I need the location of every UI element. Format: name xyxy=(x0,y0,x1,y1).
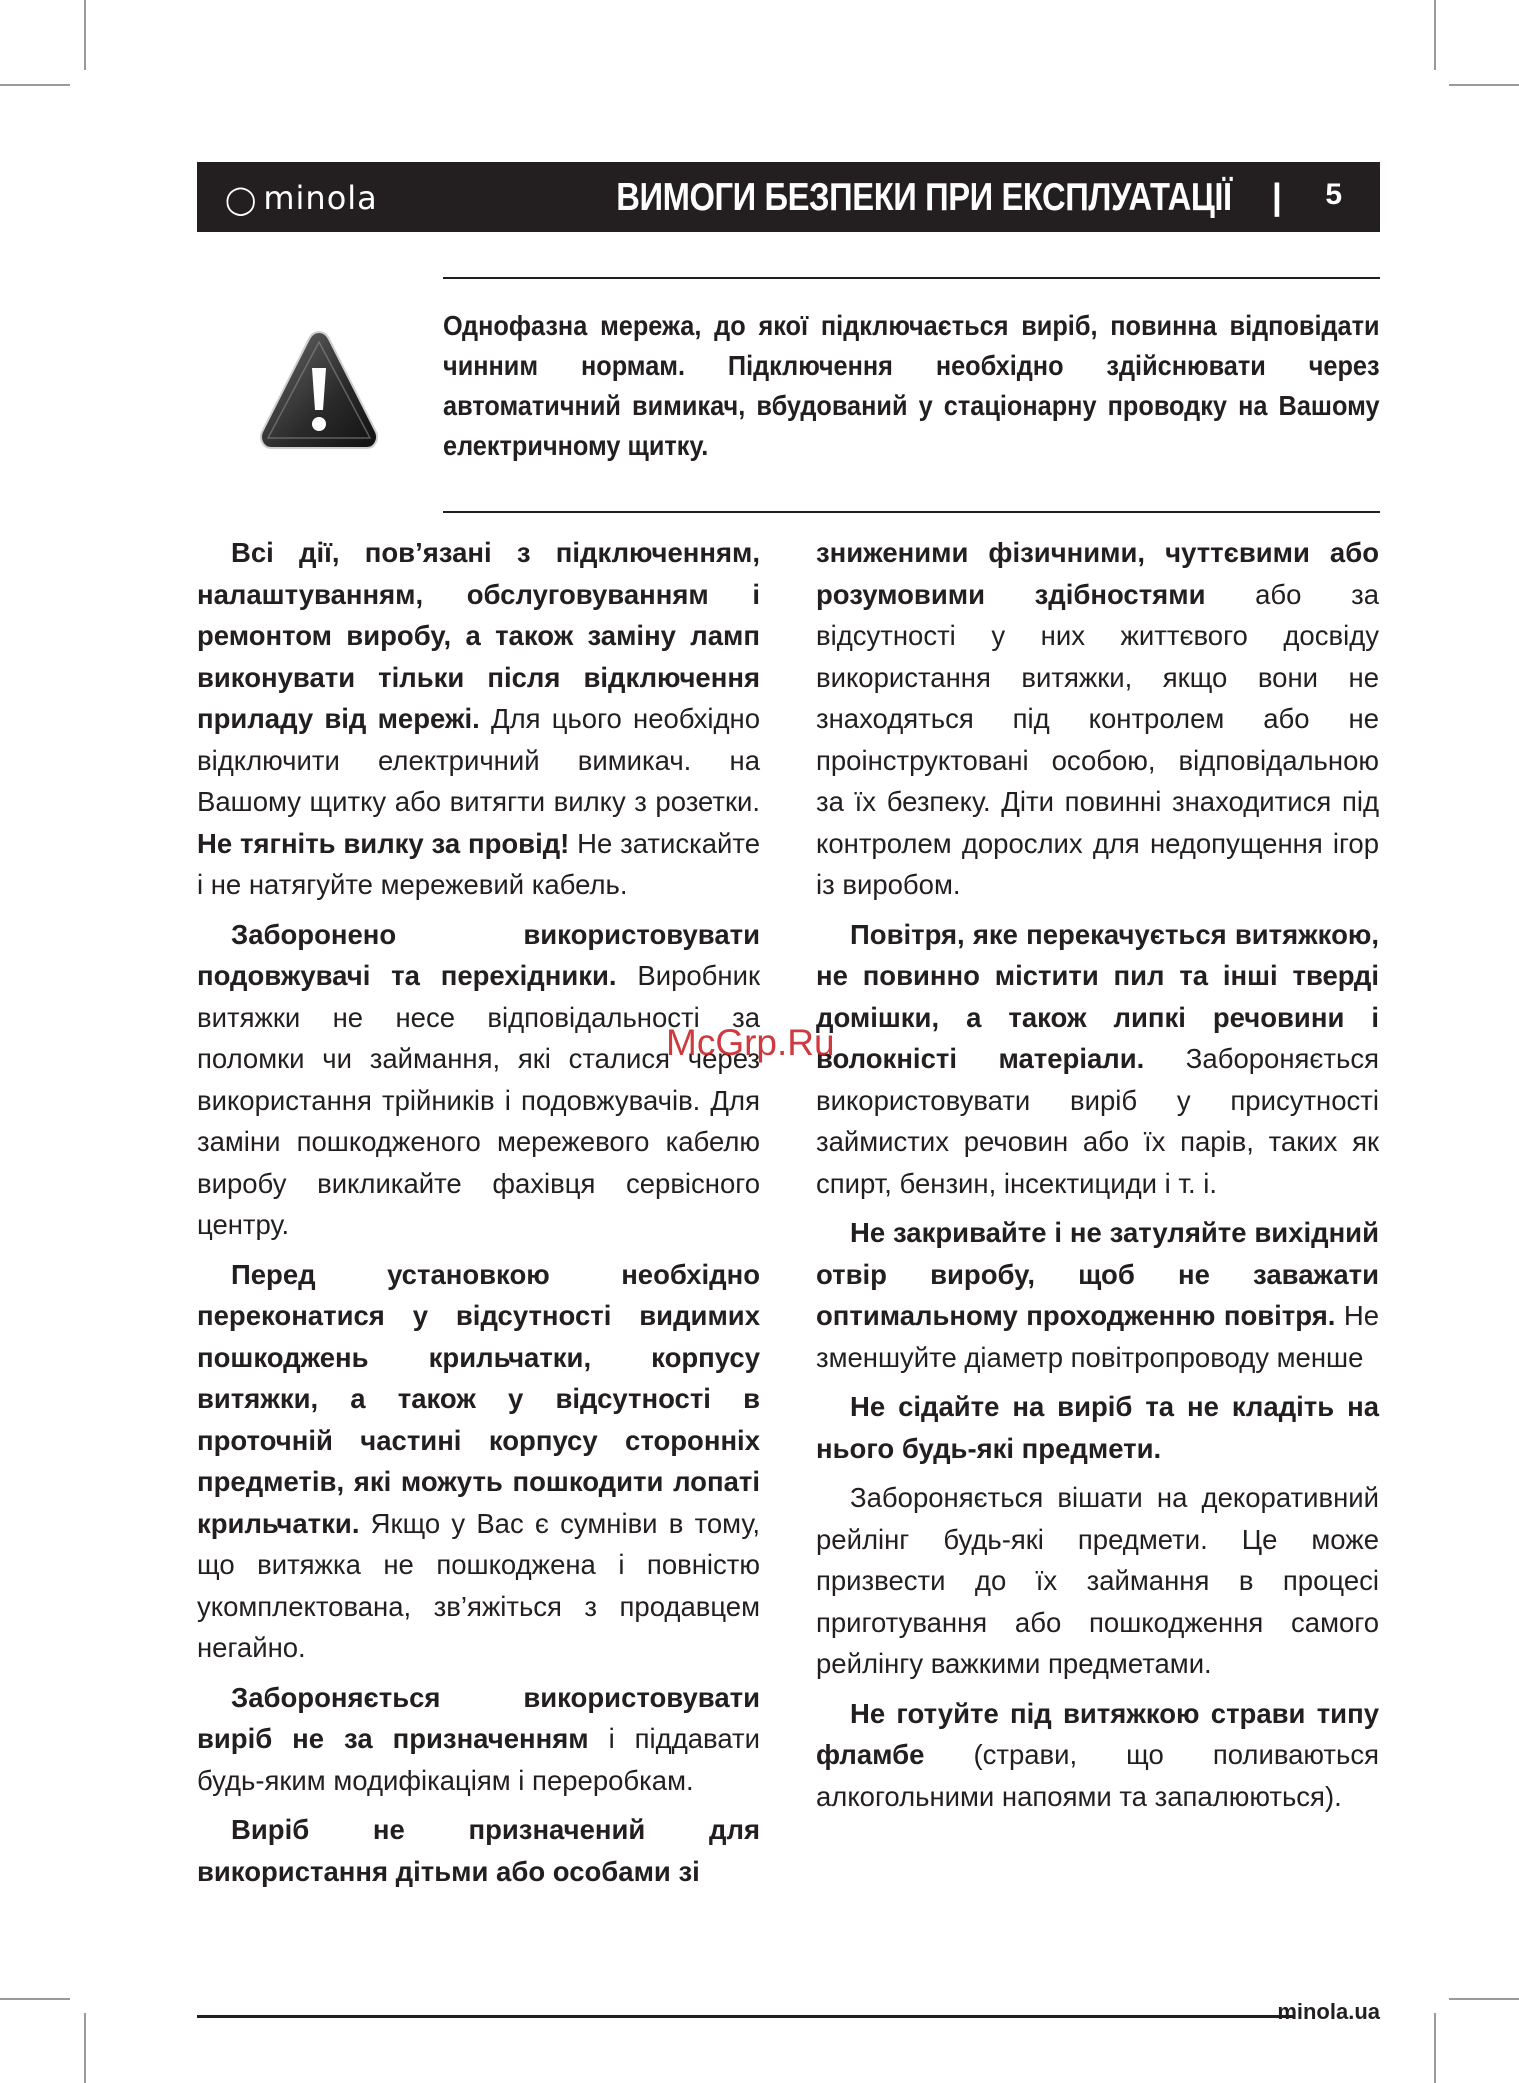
crop-mark xyxy=(1449,1998,1519,2000)
paragraph: Перед установкою необхідно переконатися у відсутності видимих пошкоджень крильчатки, корпусу витяжки, а також у відсутності в проточній частині корпусу сторонніх предметів, які можуть пошкодити лопаті крильчатки. Якщо у Вас є сумніви в тому, що витяжка не пошкоджена і повністю укомплектована, зв’яжіться з продавцем негайно. xyxy=(197,1258,760,1663)
brand-logo xyxy=(225,179,378,217)
paragraph: Заборонено використовувати подовжувачі та перехідники. Виробник витяжки не несе відповідальності за поломки чи займання, які сталися через використання трійників і подовжувачів. Для заміни пошкодженого мережевого кабелю виробу викликайте фахівця сервісного центру. xyxy=(197,918,760,1240)
drop-icon: ◯ xyxy=(225,183,258,216)
header-separator: | xyxy=(1271,176,1282,217)
left-column xyxy=(197,532,760,1900)
page-number: 5 xyxy=(1325,178,1342,211)
watermark: McGrp.Ru xyxy=(666,1022,835,1063)
paragraph: Виріб не призначений для використання дітьми або особами зі xyxy=(197,1814,760,1887)
paragraph: Всі дії, пов’язані з підключенням, налаштуванням, обслуговуванням і ремонтом виробу, а також заміну ламп виконувати тільки після відключення приладу від мережі. Для цього необхідно відключити електричний вимикач. на Вашому щитку або витягти вилку з розетки. Не тягніть вилку за провід! Не затискайте і не натягуйте мережевий кабель. xyxy=(197,537,761,900)
warning-text: Однофазна мережа, до якої підключається виріб, повинна відповідати чинним нормам. Підключення необхідно здійснювати через автоматичний вимикач, вбудований у стаціонарну проводку на Вашому електричному щитку. xyxy=(443,310,1380,461)
paragraph: Забороняється вішати на декоративний рейлінг будь-які предмети. Це може призвести до їх займання в процесі приготування або пошкодження самого рейлінгу важкими предметами. xyxy=(816,1482,1379,1679)
paragraph: Не сідайте на виріб та не кладіть на нього будь-які предмети. xyxy=(816,1391,1379,1464)
crop-mark xyxy=(84,2013,86,2083)
crop-mark xyxy=(0,1998,70,2000)
footer-site[interactable]: minola.ua xyxy=(1277,1999,1380,2024)
divider xyxy=(443,511,1380,513)
crop-mark xyxy=(1434,2013,1436,2083)
page-header xyxy=(197,162,1380,232)
crop-mark xyxy=(0,84,70,86)
paragraph: Повітря, яке перекачується витяжкою, не повинно містити пил та інші тверді домішки, а також липкі речовини і волокністі матеріали. Забороняється використовувати виріб у присутності займистих речовин або їх парів, таких як спирт, бензин, інсектициди і т. і. xyxy=(816,918,1380,1199)
page-title: ВИМОГИ БЕЗПЕКИ ПРИ ЕКСПЛУАТАЦІЇ xyxy=(616,176,1232,219)
paragraph: Забороняється використовувати виріб не за призначенням і піддавати будь-яким модифікаціям і переробкам. xyxy=(197,1681,760,1796)
crop-mark xyxy=(84,0,86,70)
crop-mark xyxy=(1434,0,1436,70)
divider xyxy=(443,277,1380,279)
crop-mark xyxy=(1449,84,1519,86)
brand-name: minola xyxy=(263,179,378,217)
warning-triangle-icon xyxy=(258,328,380,453)
paragraph: Не закривайте і не затуляйте вихідний отвір виробу, щоб не заважати оптимальному проходженню повітря. Не зменшуйте діаметр повітропроводу менше xyxy=(816,1217,1380,1373)
paragraph: Не готуйте під витяжкою страви типу фламбе (страви, що поливаються алкогольними напоями та запалюються). xyxy=(816,1697,1379,1812)
footer-divider xyxy=(197,2015,1295,2018)
right-column xyxy=(816,532,1379,1825)
paragraph: зниженими фізичними, чуттєвими або розумовими здібностями або за відсутності у них життєвого досвіду використання витяжки, якщо вони не знаходяться під контролем або не проінструктовані особою, відповідальною за їх безпеку. Діти повинні знаходитися під контролем дорослих для недопущення ігор із виробом. xyxy=(816,537,1379,900)
